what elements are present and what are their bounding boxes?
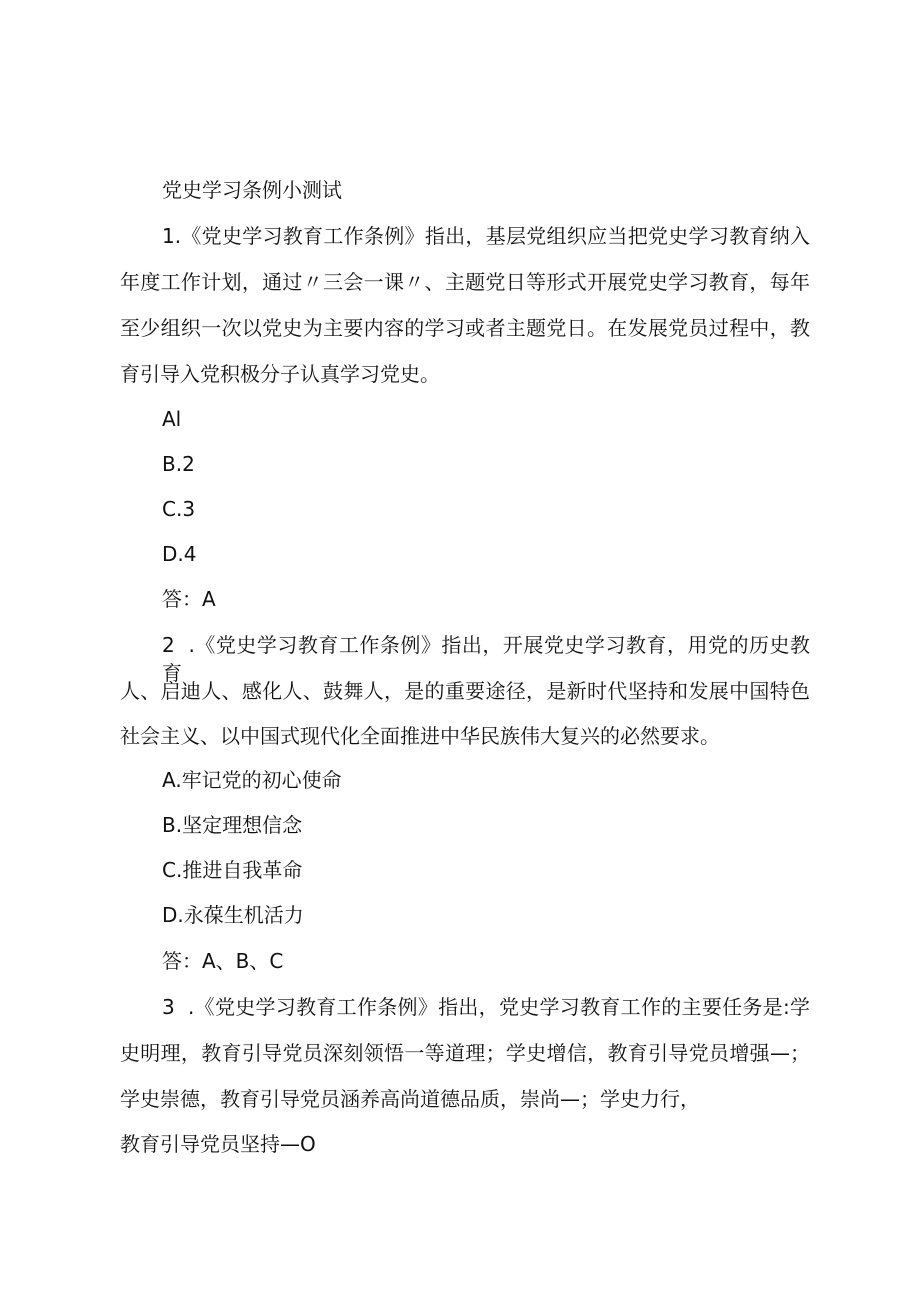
question-2-option-b: B.坚定理想信念 [162,813,303,837]
question-1-option-b: B.2 [162,452,195,476]
question-1-stem-line-4: 育引导入党积极分子认真学习党史。 [120,362,440,386]
page-title: 党史学习条例小测试 [162,178,342,202]
question-1-answer: 答：A [162,587,216,611]
question-2-option-c: C.推进自我革命 [162,858,303,882]
question-3-stem-line-4: 教育引导党员坚持—O [120,1132,316,1156]
question-1-stem-line-1: 1.《党史学习教育工作条例》指出，基层党组织应当把党史学习教育纳入 [162,224,810,248]
question-3-stem-line-3: 学史崇德，教育引导党员涵养高尚道德品质，崇尚—；学史力行， [120,1087,700,1111]
question-1-option-d: D.4 [162,542,197,566]
question-2-stem-line-3: 社会主义、以中国式现代化全面推进中华民族伟大复兴的必然要求。 [120,724,720,748]
question-1-option-c: C.3 [162,497,196,521]
question-1-stem-line-3: 至少组织一次以党史为主要内容的学习或者主题党日。在发展党员过程中，教 [120,316,810,340]
question-1-stem-line-2: 年度工作计划，通过〃三会一课〃、主题党日等形式开展党史学习教育，每年 [120,270,810,294]
question-3-stem-line-2: 史明理，教育引导党员深刻领悟一等道理；学史增信，教育引导党员增强—； [120,1041,810,1065]
question-1-option-a: Al [162,407,182,431]
question-2-option-d: D.永葆生机活力 [162,903,304,927]
question-2-stem-line-2: 人、启迪人、感化人、鼓舞人，是的重要途径，是新时代坚持和发展中国特色 [120,679,810,703]
question-2-answer: 答：A、B、C [162,949,284,973]
question-3-stem-line-1: 3 .《党史学习教育工作条例》指出，党史学习教育工作的主要任务是:学 [162,995,810,1019]
question-2-option-a: A.牢记党的初心使命 [162,768,342,792]
question-2-stem-line-1: 2 .《党史学习教育工作条例》指出，开展党史学习教育，用党的历史教育 [162,633,810,685]
